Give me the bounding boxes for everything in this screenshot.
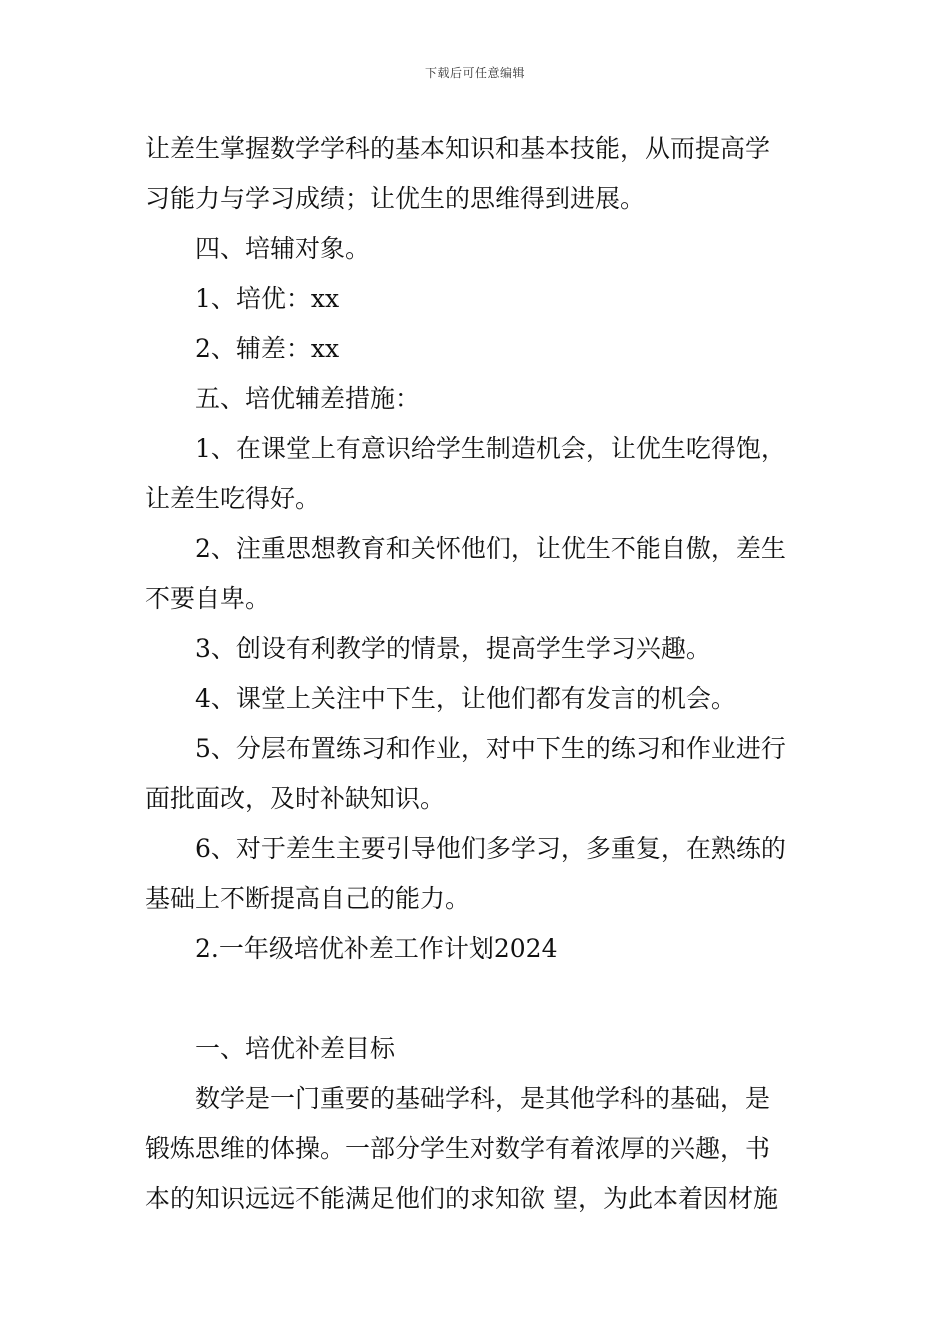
text-line: 习能力与学习成绩；让优生的思维得到进展。 bbox=[145, 184, 646, 213]
list-item: 1、培优：xx bbox=[195, 284, 340, 313]
page-header-note: 下载后可任意编辑 bbox=[424, 66, 525, 80]
list-item: 6、对于差生主要引导他们多学习，多重复，在熟练的 bbox=[195, 834, 786, 863]
text-line: 让差生吃得好。 bbox=[145, 484, 321, 513]
list-item: 2、注重思想教育和关怀他们，让优生不能自傲，差生 bbox=[195, 534, 786, 563]
list-item: 3、创设有利教学的情景，提高学生学习兴趣。 bbox=[195, 634, 711, 663]
text-line: 数学是一门重要的基础学科，是其他学科的基础，是 bbox=[195, 1084, 771, 1113]
text-line: 本的知识远远不能满足他们的求知欲 望，为此本着因材施 bbox=[145, 1184, 778, 1213]
document-body bbox=[145, 124, 805, 1224]
text-line: 面批面改，及时补缺知识。 bbox=[145, 784, 446, 813]
text-line: 基础上不断提高自己的能力。 bbox=[145, 884, 471, 913]
list-item: 1、在课堂上有意识给学生制造机会，让优生吃得饱， bbox=[195, 434, 786, 463]
document-title: 2.一年级培优补差工作计划2024 bbox=[195, 934, 558, 963]
text-line: 让差生掌握数学学科的基本知识和基本技能，从而提高学 bbox=[145, 134, 771, 163]
section-heading: 一、培优补差目标 bbox=[195, 1034, 396, 1063]
section-heading: 四、培辅对象。 bbox=[195, 234, 371, 263]
section-heading: 五、培优辅差措施： bbox=[195, 384, 421, 413]
text-line: 不要自卑。 bbox=[145, 584, 271, 613]
blank-line bbox=[145, 974, 805, 1024]
text-line: 锻炼思维的体操。一部分学生对数学有着浓厚的兴趣，书 bbox=[145, 1134, 771, 1163]
list-item: 2、辅差：xx bbox=[195, 334, 340, 363]
list-item: 5、分层布置练习和作业，对中下生的练习和作业进行 bbox=[195, 734, 786, 763]
list-item: 4、课堂上关注中下生，让他们都有发言的机会。 bbox=[195, 684, 736, 713]
